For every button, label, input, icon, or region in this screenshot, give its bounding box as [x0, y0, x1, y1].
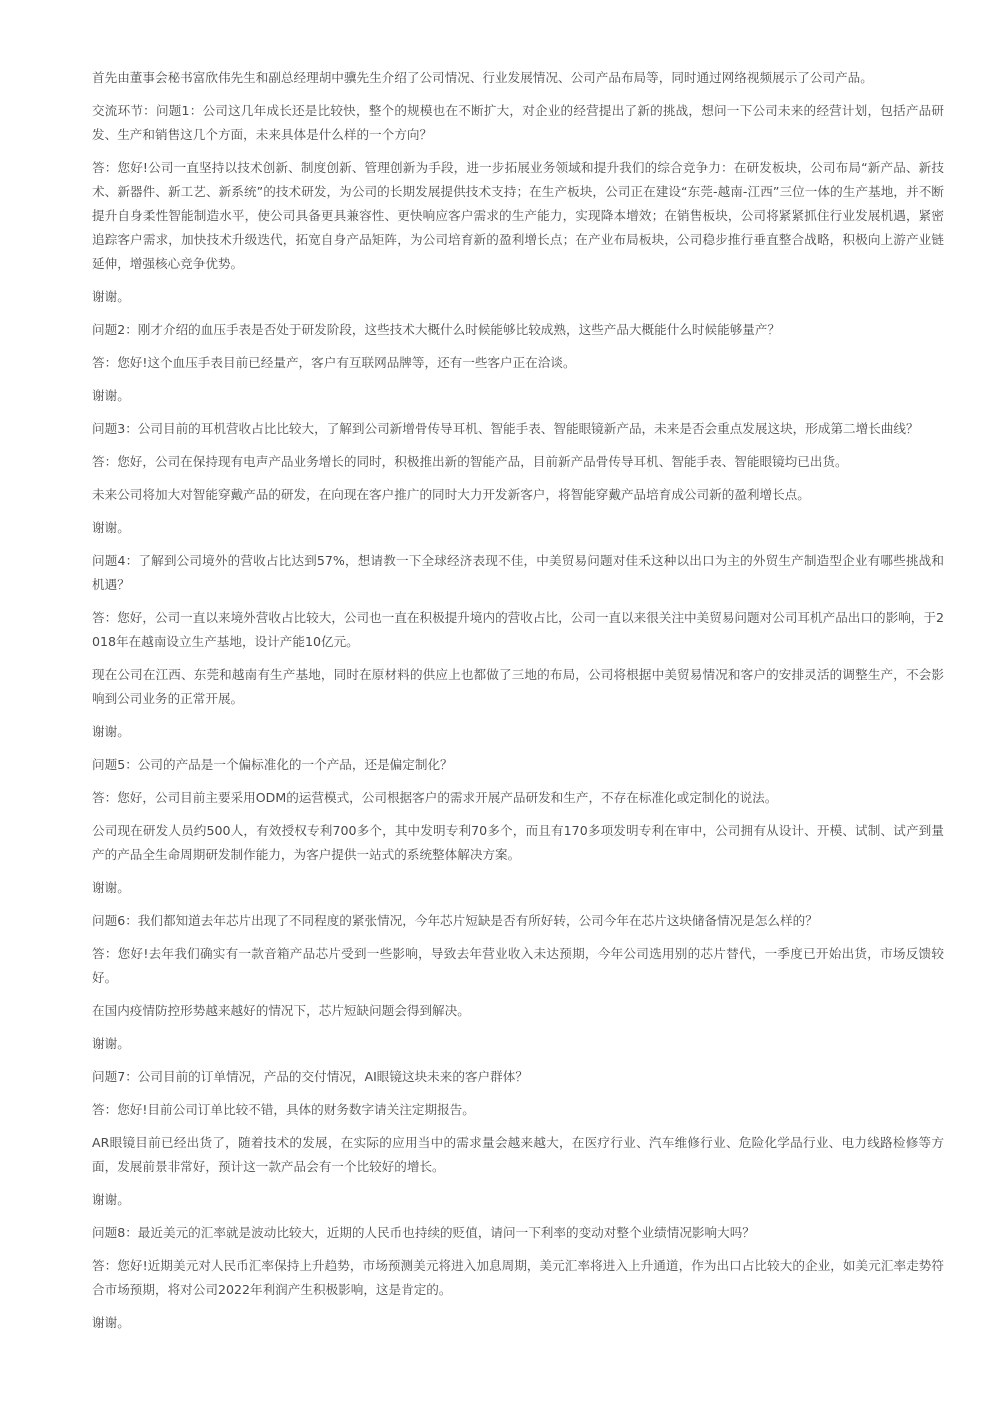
paragraph-question-6: 问题6：我们都知道去年芯片出现了不同程度的紧张情况，今年芯片短缺是否有所好转，公司今年在芯片这块储备情况是怎么样的？ [92, 913, 818, 928]
paragraph-thanks: 谢谢。 [92, 289, 130, 304]
paragraph-answer-6-continued: 在国内疫情防控形势越来越好的情况下，芯片短缺问题会得到解决。 [92, 1003, 470, 1018]
paragraph-thanks: 谢谢。 [92, 880, 130, 895]
paragraph-answer-8: 答：您好!近期美元对人民币汇率保持上升趋势，市场预测美元将进入加息周期，美元汇率将进入上升通道，作为出口占比较大的企业，如美元汇率走势符合市场预期，将对公司2022年利润产生积极影响，这是肯定的。 [92, 1258, 944, 1297]
paragraph-thanks: 谢谢。 [92, 388, 130, 403]
paragraph-answer-4: 答：您好，公司一直以来境外营收占比较大，公司也一直在积极提升境内的营收占比，公司一直以来很关注中美贸易问题对公司耳机产品出口的影响，于2018年在越南设立生产基地，设计产能10亿元。 [92, 610, 944, 649]
paragraph-question-2: 问题2：刚才介绍的血压手表是否处于研发阶段，这些技术大概什么时候能够比较成熟，这些产品大概能什么时候能够量产？ [92, 322, 781, 337]
paragraph-thanks: 谢谢。 [92, 1036, 130, 1051]
document-body [92, 66, 944, 1344]
paragraph-answer-5: 答：您好，公司目前主要采用ODM的运营模式，公司根据客户的需求开展产品研发和生产，不存在标准化或定制化的说法。 [92, 790, 778, 805]
paragraph-question-4: 问题4：了解到公司境外的营收占比达到57%，想请教一下全球经济表现不佳，中美贸易问题对佳禾这种以出口为主的外贸生产制造型企业有哪些挑战和机遇？ [92, 553, 944, 592]
paragraph-answer-6: 答：您好!去年我们确实有一款音箱产品芯片受到一些影响，导致去年营业收入未达预期，今年公司选用别的芯片替代，一季度已开始出货，市场反馈较好。 [92, 946, 944, 985]
paragraph-answer-3: 答：您好，公司在保持现有电声产品业务增长的同时，积极推出新的智能产品，目前新产品骨传导耳机、智能手表、智能眼镜均已出货。 [92, 454, 848, 469]
paragraph-thanks: 谢谢。 [92, 1192, 130, 1207]
paragraph-thanks: 谢谢。 [92, 724, 130, 739]
paragraph-answer-7: 答：您好!目前公司订单比较不错，具体的财务数字请关注定期报告。 [92, 1102, 475, 1117]
paragraph-answer-3-continued: 未来公司将加大对智能穿戴产品的研发，在向现在客户推广的同时大力开发新客户，将智能穿戴产品培育成公司新的盈利增长点。 [92, 487, 810, 502]
paragraph-question-5: 问题5：公司的产品是一个偏标准化的一个产品，还是偏定制化？ [92, 757, 453, 772]
paragraph-question-1: 交流环节：问题1：公司这几年成长还是比较快，整个的规模也在不断扩大，对企业的经营提出了新的挑战，想问一下公司未来的经营计划，包括产品研发、生产和销售这几个方面，未来具体是什么样的一个方向？ [92, 103, 944, 142]
paragraph-intro: 首先由董事会秘书富欣伟先生和副总经理胡中骥先生介绍了公司情况、行业发展情况、公司产品布局等，同时通过网络视频展示了公司产品。 [92, 70, 873, 85]
paragraph-question-7: 问题7：公司目前的订单情况，产品的交付情况，AI眼镜这块未来的客户群体？ [92, 1069, 528, 1084]
paragraph-thanks: 谢谢。 [92, 520, 130, 535]
paragraph-question-3: 问题3：公司目前的耳机营收占比比较大，了解到公司新增骨传导耳机、智能手表、智能眼镜新产品，未来是否会重点发展这块，形成第二增长曲线？ [92, 421, 919, 436]
paragraph-answer-4-continued: 现在公司在江西、东莞和越南有生产基地，同时在原材料的供应上也都做了三地的布局，公司将根据中美贸易情况和客户的安排灵活的调整生产，不会影响到公司业务的正常开展。 [92, 667, 944, 706]
paragraph-thanks: 谢谢。 [92, 1315, 130, 1330]
paragraph-answer-7-continued: AR眼镜目前已经出货了，随着技术的发展，在实际的应用当中的需求量会越来越大，在医疗行业、汽车维修行业、危险化学品行业、电力线路检修等方面，发展前景非常好，预计这一款产品会有一个比较好的增长。 [92, 1135, 944, 1174]
paragraph-answer-5-continued: 公司现在研发人员约500人，有效授权专利700多个，其中发明专利70多个，而且有170多项发明专利在审中，公司拥有从设计、开模、试制、试产到量产的产品全生命周期研发制作能力，为客户提供一站式的系统整体解决方案。 [92, 823, 944, 862]
paragraph-question-8: 问题8：最近美元的汇率就是波动比较大，近期的人民币也持续的贬值，请问一下利率的变动对整个业绩情况影响大吗？ [92, 1225, 755, 1240]
paragraph-answer-2: 答：您好!这个血压手表目前已经量产，客户有互联网品牌等，还有一些客户正在洽谈。 [92, 355, 576, 370]
paragraph-answer-1: 答：您好!公司一直坚持以技术创新、制度创新、管理创新为手段，进一步拓展业务领域和提升我们的综合竞争力：在研发板块，公司布局“新产品、新技术、新器件、新工艺、新系统”的技术研发，为公司的长期发展提供技术支持；在生产板块，公司正在建设“东莞-越南-江西”三位一体的生产基地，并不断提升自身柔性智能制造水平，使公司具备更具兼容性、更快响应客户需求的生产能力，实现降本增效；在销售板块，公司将紧紧抓住行业发展机遇，紧密追踪客户需求，加快技术升级迭代，拓宽自身产品矩阵，为公司培育新的盈利增长点；在产业布局板块，公司稳步推行垂直整合战略，积极向上游产业链延伸，增强核心竞争优势。 [92, 160, 944, 271]
